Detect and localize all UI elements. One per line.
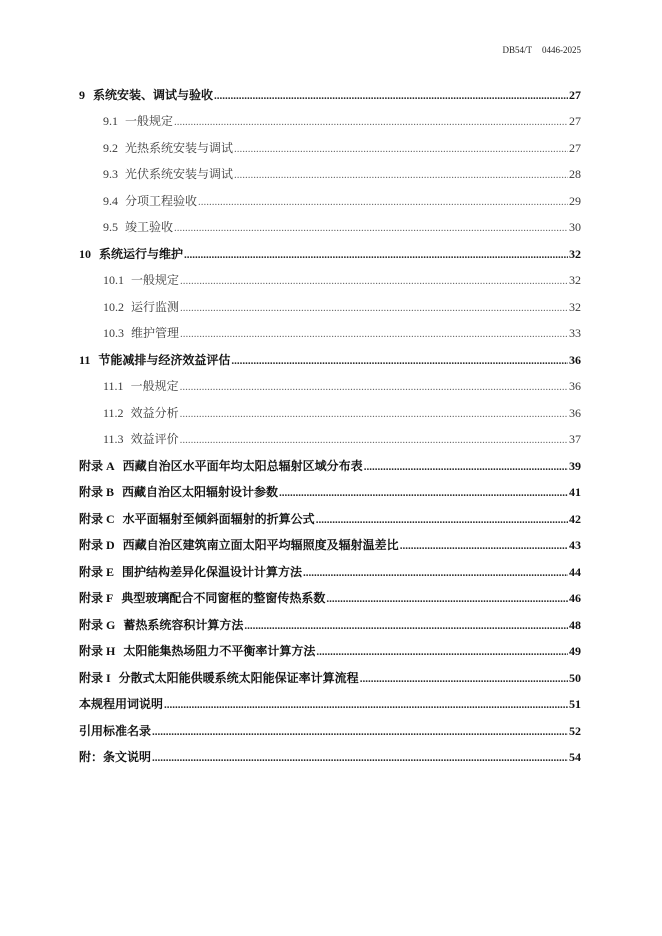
toc-entry-number: 10.3 <box>103 326 124 341</box>
toc-entry-page-number: 27 <box>569 88 581 102</box>
toc-entry[interactable] <box>79 564 581 581</box>
toc-entry[interactable] <box>103 113 581 130</box>
toc-entry[interactable] <box>103 325 581 342</box>
dot-leader <box>316 512 568 529</box>
toc-entry-number: 11.2 <box>103 405 124 420</box>
dot-leader <box>326 591 568 608</box>
toc-entry[interactable] <box>79 537 581 554</box>
toc-entry[interactable] <box>103 299 581 316</box>
toc-entry-page-number: 36 <box>569 352 581 367</box>
dot-leader <box>231 353 568 370</box>
toc-entry[interactable] <box>79 484 581 501</box>
toc-entry[interactable] <box>79 643 581 660</box>
toc-entry-title: 西藏自治区建筑南立面太阳平均辐照度及辐射温差比 <box>122 538 399 553</box>
toc-entry-title: 系统运行与维护 <box>99 246 184 261</box>
toc-entry-number: 9.2 <box>103 140 118 155</box>
toc-entry-title: 竣工验收 <box>125 220 174 235</box>
toc-entry[interactable] <box>79 617 581 634</box>
toc-entry-title: 附：条文说明 <box>79 750 152 764</box>
toc-entry[interactable] <box>79 87 581 104</box>
toc-entry-title: 分散式太阳能供暖系统太阳能保证率计算流程 <box>118 670 359 685</box>
toc-entry[interactable] <box>103 378 581 395</box>
toc-entry-page-number: 27 <box>569 140 581 155</box>
dot-leader <box>184 247 568 264</box>
standard-code: DB54/T <box>502 45 532 55</box>
dot-leader <box>174 220 568 237</box>
toc-entry-title: 本规程用词说明 <box>79 697 164 712</box>
toc-entry[interactable] <box>79 696 581 713</box>
toc-entry-page-number: 27 <box>569 114 581 129</box>
dot-leader <box>180 273 568 290</box>
toc-entry-title: 节能减排与经济效益评估 <box>98 352 231 367</box>
toc-entry[interactable] <box>79 590 581 607</box>
toc-entry-page-number: 50 <box>569 670 581 685</box>
toc-entry-title: 西藏自治区太阳辐射设计参数 <box>122 485 279 500</box>
toc-entry[interactable] <box>79 352 581 369</box>
toc-entry-page-number: 48 <box>569 617 581 632</box>
toc-entry[interactable] <box>103 219 581 236</box>
dot-leader <box>180 326 568 343</box>
toc-entry-page-number: 44 <box>569 564 581 579</box>
toc-entry-title: 水平面辐射至倾斜面辐射的折算公式 <box>122 511 315 526</box>
dot-leader <box>152 750 568 767</box>
toc-entry-number: 10.2 <box>103 299 124 314</box>
dot-leader <box>360 671 568 688</box>
toc-entry-number: 附录 H <box>79 644 116 659</box>
toc-entry-number: 11.3 <box>103 432 124 447</box>
toc-entry-page-number: 43 <box>569 538 581 553</box>
dot-leader <box>214 88 568 105</box>
toc-entry[interactable] <box>103 140 581 157</box>
toc-entry-page-number: 51 <box>569 697 581 712</box>
toc-entry-number: 附录 I <box>79 670 111 685</box>
toc-entry[interactable] <box>103 272 581 289</box>
toc-entry-number: 附录 E <box>79 564 115 579</box>
toc-entry-title: 围护结构差异化保温设计计算方法 <box>122 564 303 579</box>
dot-leader <box>180 432 568 449</box>
toc-entry-title: 系统安装、调试与验收 <box>93 88 214 102</box>
toc-entry[interactable] <box>103 431 581 448</box>
toc-entry-number: 9.4 <box>103 193 118 208</box>
toc-entry-page-number: 37 <box>569 432 581 447</box>
toc-entry-page-number: 41 <box>569 485 581 500</box>
toc-entry-title: 效益分析 <box>130 405 179 420</box>
toc-entry-page-number: 49 <box>569 644 581 659</box>
toc-entry-page-number: 30 <box>569 220 581 235</box>
dot-leader <box>244 618 568 635</box>
toc-entry-title: 一般规定 <box>131 273 180 288</box>
page-header <box>502 44 581 56</box>
toc-entry-page-number: 28 <box>569 167 581 182</box>
toc-entry[interactable] <box>79 749 581 766</box>
toc-entry-title: 典型玻璃配合不同窗框的整窗传热系数 <box>121 591 326 606</box>
toc-entry-number: 9.1 <box>103 114 118 129</box>
dot-leader <box>174 114 568 131</box>
toc-entry-number: 附录 C <box>79 511 115 526</box>
toc-entry-number: 9.3 <box>103 167 118 182</box>
toc-entry[interactable] <box>103 405 581 422</box>
toc-entry-page-number: 32 <box>569 299 581 314</box>
toc-entry-title: 运行监测 <box>131 299 180 314</box>
toc-entry-number: 9 <box>79 88 85 102</box>
toc-entry-number: 附录 F <box>79 591 114 606</box>
toc-entry-page-number: 46 <box>569 591 581 606</box>
toc-entry-page-number: 29 <box>569 193 581 208</box>
toc-entry[interactable] <box>79 723 581 740</box>
toc-entry-page-number: 33 <box>569 326 581 341</box>
toc-entry-page-number: 39 <box>569 458 581 473</box>
toc-entry-number: 附录 G <box>79 617 116 632</box>
toc-entry-title: 西藏自治区水平面年均太阳总辐射区域分布表 <box>122 458 363 473</box>
dot-leader <box>279 485 568 502</box>
toc-entry-title: 光伏系统安装与调试 <box>125 167 234 182</box>
toc-entry-page-number: 54 <box>569 750 581 764</box>
toc-entry-page-number: 36 <box>569 379 581 394</box>
toc-entry-number: 附录 A <box>79 458 115 473</box>
toc-entry-title: 蓄热系统容积计算方法 <box>123 617 244 632</box>
standard-number: 0446-2025 <box>542 45 581 55</box>
toc-entry-page-number: 32 <box>569 273 581 288</box>
toc-entry[interactable] <box>103 193 581 210</box>
dot-leader <box>180 379 568 396</box>
dot-leader <box>316 644 568 661</box>
toc-entry-title: 光热系统安装与调试 <box>125 140 234 155</box>
toc-entry[interactable] <box>79 458 581 475</box>
toc-entry-page-number: 52 <box>569 723 581 738</box>
dot-leader <box>180 406 568 423</box>
dot-leader <box>234 141 568 158</box>
toc-entry-page-number: 32 <box>569 246 581 261</box>
toc-entry-number: 10 <box>79 246 91 261</box>
dot-leader <box>234 167 568 184</box>
toc-entry-number: 11 <box>79 352 91 367</box>
toc-entry-number: 10.1 <box>103 273 124 288</box>
dot-leader <box>164 697 568 714</box>
toc-entry-title: 引用标准名录 <box>79 723 152 738</box>
toc-entry-page-number: 36 <box>569 405 581 420</box>
toc-entry-number: 9.5 <box>103 220 118 235</box>
dot-leader <box>364 459 568 476</box>
toc-entry-number: 附录 B <box>79 485 115 500</box>
toc-entry-title: 一般规定 <box>130 379 179 394</box>
toc-entry-title: 效益评价 <box>130 432 179 447</box>
toc-entry-page-number: 42 <box>569 511 581 526</box>
toc-entry-title: 分项工程验收 <box>125 193 198 208</box>
toc-entry-number: 附录 D <box>79 538 115 553</box>
toc-entry[interactable] <box>79 670 581 687</box>
dot-leader <box>180 300 568 317</box>
dot-leader <box>303 565 568 582</box>
toc-entry-title: 维护管理 <box>131 326 180 341</box>
toc-entry[interactable] <box>79 511 581 528</box>
toc-entry[interactable] <box>79 246 581 263</box>
dot-leader <box>400 538 568 555</box>
toc-entry[interactable] <box>103 166 581 183</box>
dot-leader <box>152 724 568 741</box>
toc-entry-title: 太阳能集热场阻力不平衡率计算方法 <box>123 644 316 659</box>
toc-entry-title: 一般规定 <box>125 114 174 129</box>
toc-entry-number: 11.1 <box>103 379 124 394</box>
dot-leader <box>198 194 568 211</box>
